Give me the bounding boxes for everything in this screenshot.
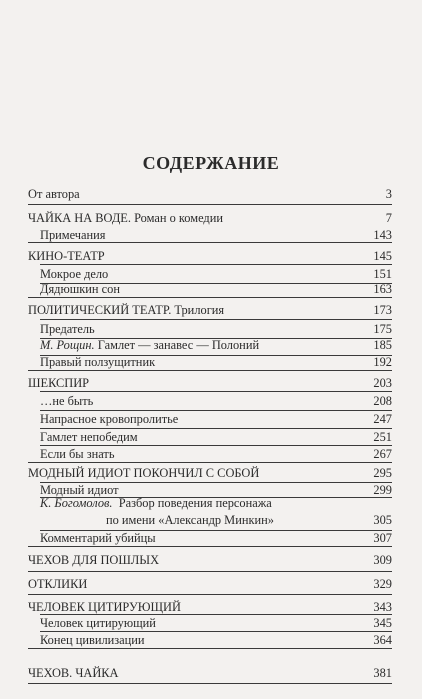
toc-entry-title: Дядюшкин сон [40,282,120,296]
toc-author: М. Рощин. [40,338,95,352]
toc-page-number: 247 [373,412,392,426]
toc-entry-title: Предатель [40,322,95,336]
toc-page-number: 192 [373,355,392,369]
toc-entry-title: ЧЕХОВ. ЧАЙКА [28,666,119,680]
toc-page-number: 329 [373,577,392,591]
toc-page-number: 145 [373,249,392,263]
toc-page-number: 251 [373,430,392,444]
toc-page-number: 343 [373,600,392,614]
toc-entry-title: …не быть [40,394,94,408]
toc-page-number: 185 [373,338,392,352]
toc-entry [28,575,392,593]
toc-subentry [40,410,392,428]
toc-entry-title: КИНО-ТЕАТР [28,249,105,263]
toc-page-number: 305 [373,513,392,527]
toc-entry-title: ЧЕЛОВЕК ЦИТИРУЮЩИЙ [28,600,181,614]
toc-subentry [40,445,392,463]
toc-subentry [40,614,392,632]
divider [28,462,392,463]
toc-entry [28,209,392,227]
toc-page-number: 143 [373,228,392,242]
toc-entry [28,374,392,392]
toc-entry-title: Мокрое дело [40,267,109,281]
toc-subentry [40,428,392,446]
toc-entry [28,185,392,203]
toc-page-number: 7 [385,211,392,225]
toc-subentry [40,353,392,371]
toc-entry-title: Человек цитирующий [40,616,156,630]
toc-subentry [40,631,392,649]
toc-page-number: 173 [373,303,392,317]
page-title: СОДЕРЖАНИЕ [142,153,280,173]
toc-entry-title: ПОЛИТИЧЕСКИЙ ТЕАТР. Трилогия [28,303,225,317]
toc-page-number: 203 [373,376,392,390]
toc-entry-title: Правый ползущитник [40,355,156,369]
toc-page-number: 309 [373,553,392,567]
toc-page-number: 295 [373,466,392,480]
toc-subentry [40,494,392,512]
toc-subentry [40,280,392,298]
toc-entry-title: Разбор поведения персонажа [118,496,272,510]
toc-entry-title: ЧЕХОВ ДЛЯ ПОШЛЫХ [28,553,160,567]
toc-entry-title: Модный идиот [40,483,119,497]
toc-page-number: 208 [373,394,392,408]
toc-entry-title: ШЕКСПИР [28,376,90,390]
toc-author: К. Богомолов. [40,496,113,510]
toc-page-number: 151 [373,267,392,281]
toc-entry [28,664,392,682]
toc-page-number: 3 [385,187,392,201]
toc-subentry-continuation [106,511,392,529]
divider [28,648,392,649]
toc-page-number: 307 [373,531,392,545]
divider [28,242,392,243]
toc-entry [28,247,392,265]
divider [28,683,392,684]
toc-entry [28,464,392,482]
toc-page-number: 364 [373,633,392,647]
divider [28,594,392,595]
toc-page-number: 299 [373,483,392,497]
toc-page-number: 381 [373,666,392,680]
toc-entry-title: Комментарий убийцы [40,531,156,545]
toc-entry [28,301,392,319]
toc-entry-title: Конец цивилизации [40,633,145,647]
divider [28,571,392,572]
toc-entry [28,551,392,569]
toc-subentry [40,392,392,410]
toc-page-number: 175 [373,322,392,336]
toc-page-number: 345 [373,616,392,630]
divider [28,370,392,371]
toc-entry-title: Если бы знать [40,447,115,461]
toc-entry-title: ОТКЛИКИ [28,577,88,591]
toc-entry-title: МОДНЫЙ ИДИОТ ПОКОНЧИЛ С СОБОЙ [28,466,260,480]
toc-entry-title: От автора [28,187,80,201]
divider [28,204,392,205]
toc-subentry [40,336,392,354]
toc-page-number: 163 [373,282,392,296]
divider [28,297,392,298]
toc-entry-title: Гамлет непобедим [40,430,138,444]
toc-entry-title: Примечания [40,228,106,242]
toc-entry-title: по имени «Александр Минкин» [106,513,274,527]
toc-entry-title: Гамлет — занавес — Полоний [97,338,260,352]
toc-entry-title: ЧАЙКА НА ВОДЕ. Роман о комедии [28,211,223,225]
toc-page-number: 267 [373,447,392,461]
toc-subentry [40,529,392,547]
divider [28,546,392,547]
toc-entry-title: Напрасное кровопролитье [40,412,179,426]
